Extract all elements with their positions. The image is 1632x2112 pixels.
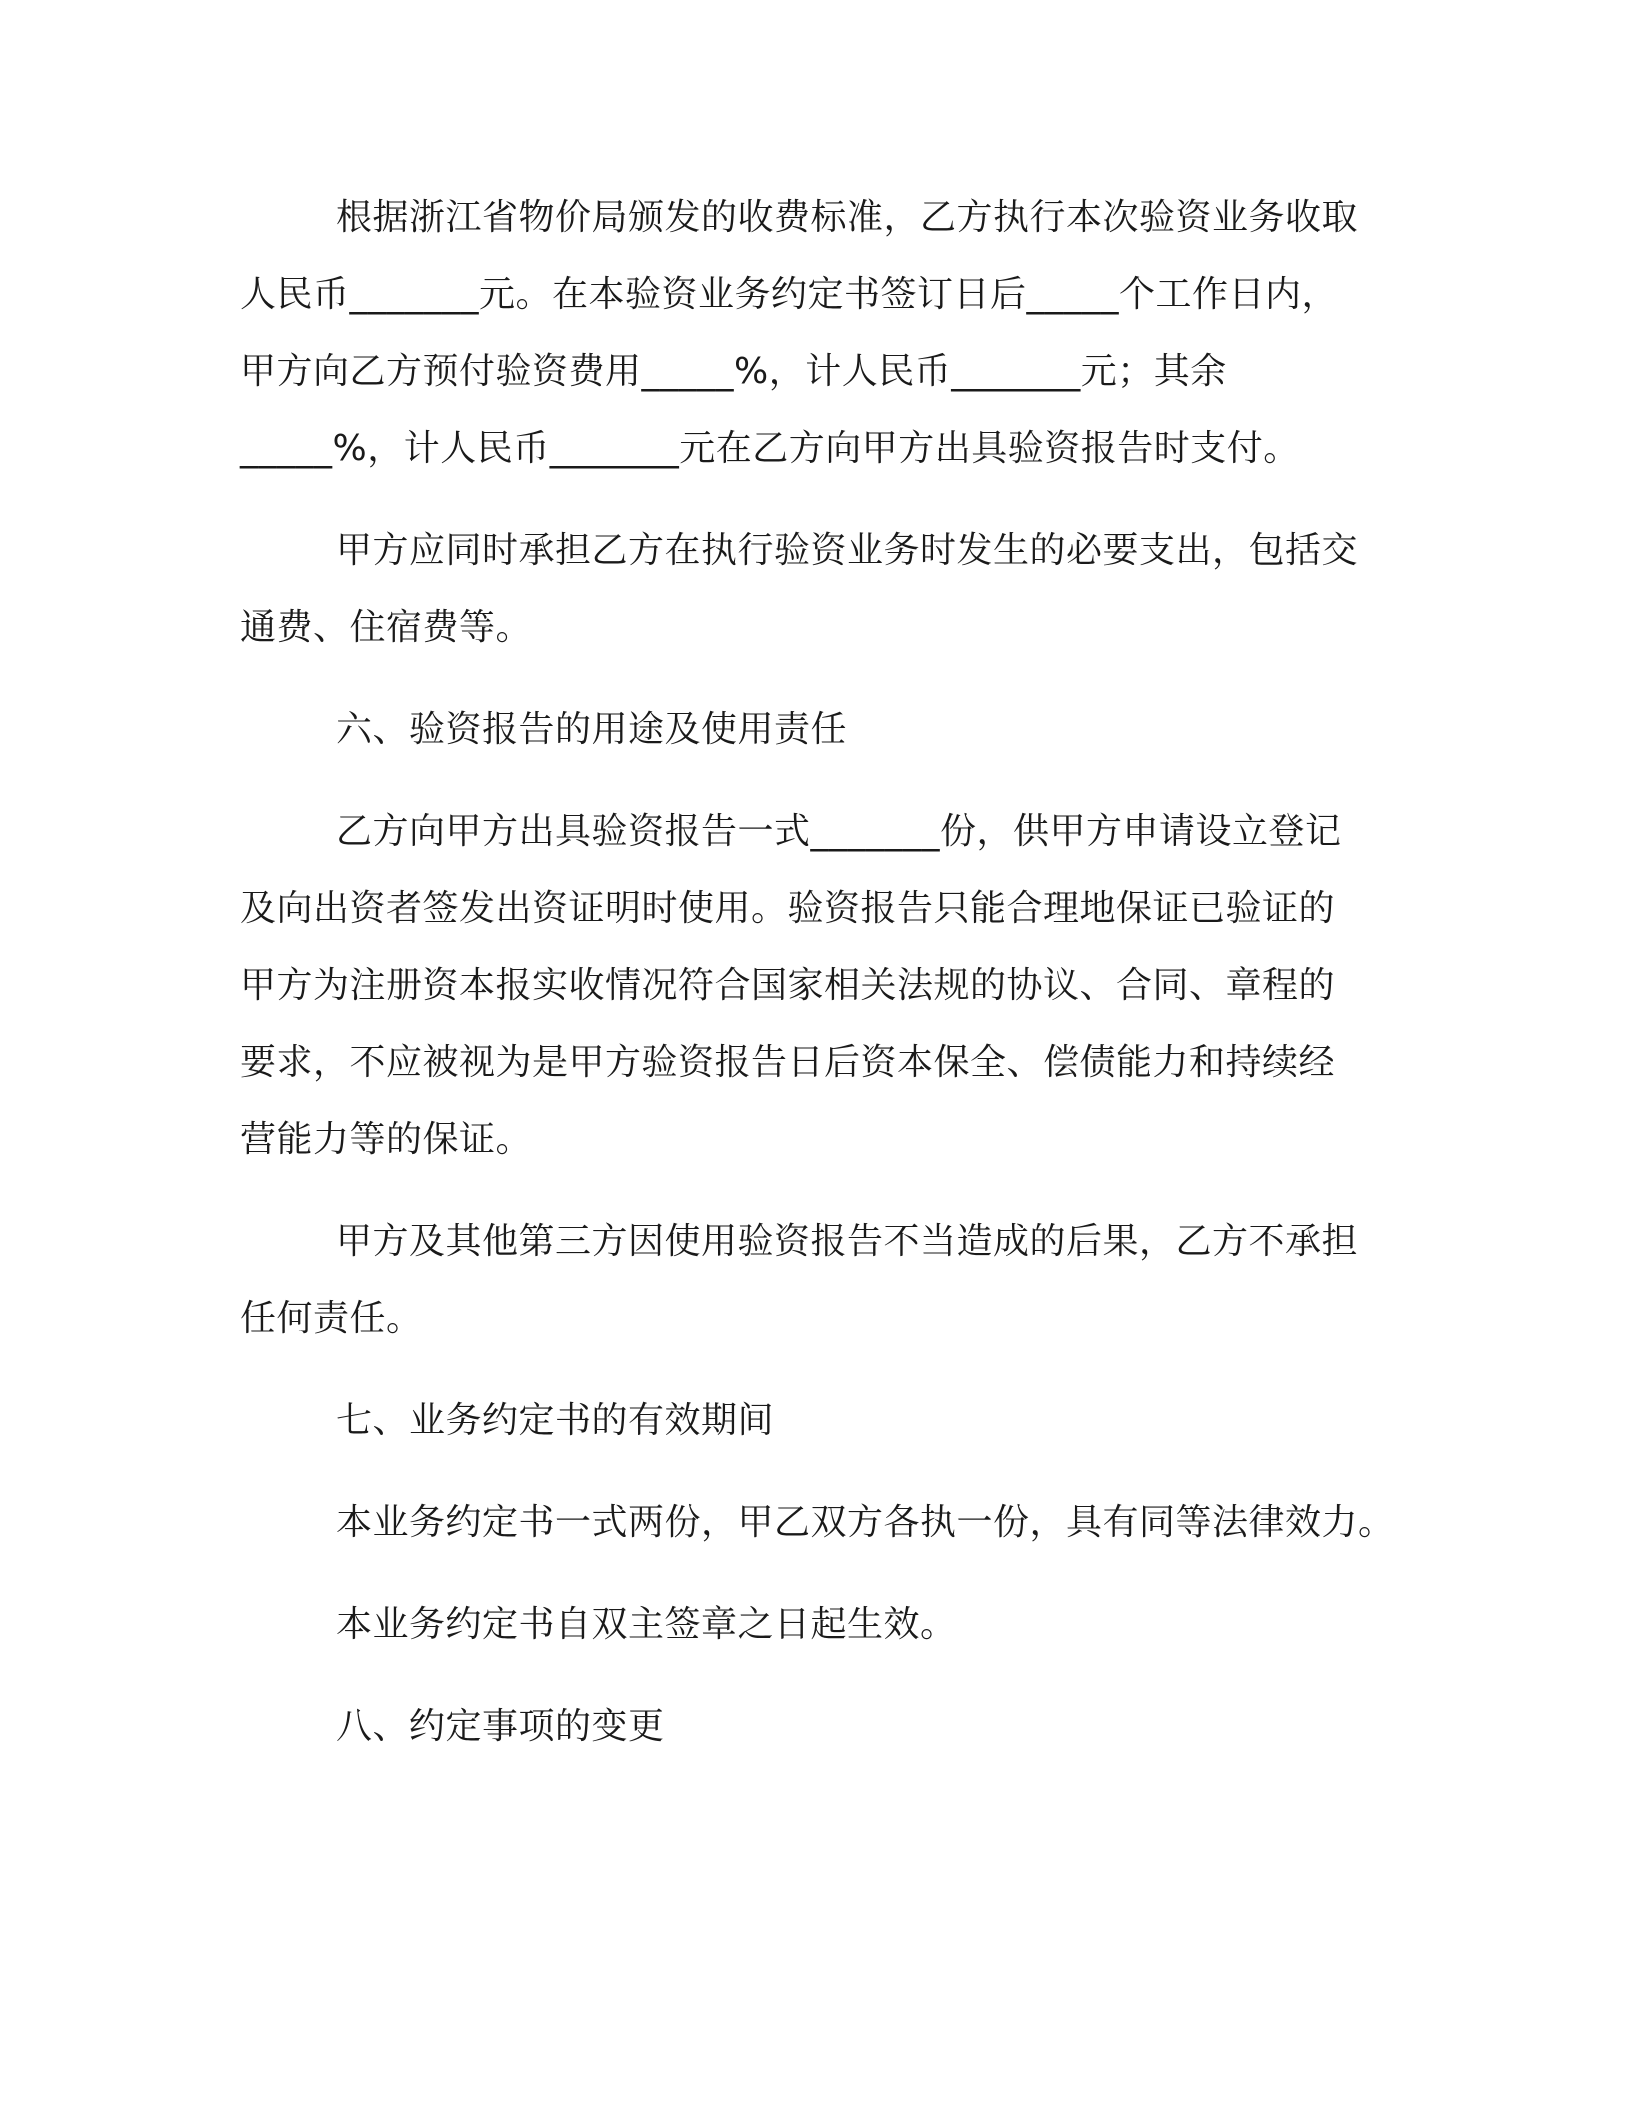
section-7-heading: 七、业务约定书的有效期间 — [336, 1400, 775, 1441]
liability-paragraph-line-1: 甲方及其他第三方因使用验资报告不当造成的后果，乙方不承担 — [336, 1221, 1359, 1262]
section-8-heading: 八、约定事项的变更 — [336, 1706, 665, 1747]
fee-paragraph-line-1: 根据浙江省物价局颁发的收费标准，乙方执行本次验资业务收取 — [336, 197, 1359, 238]
fee-paragraph-line-4: _____%，计人民币_______元在乙方向甲方出具验资报告时支付。 — [240, 428, 1300, 469]
section-6-heading: 六、验资报告的用途及使用责任 — [336, 709, 848, 750]
validity-paragraph-2: 本业务约定书自双主签章之日起生效。 — [336, 1604, 957, 1645]
validity-paragraph-1: 本业务约定书一式两份，甲乙双方各执一份，具有同等法律效力。 — [336, 1502, 1395, 1543]
report-use-line-5: 营能力等的保证。 — [240, 1119, 533, 1160]
expense-paragraph-line-2: 通费、住宿费等。 — [240, 607, 533, 648]
liability-paragraph-line-2: 任何责任。 — [240, 1298, 423, 1339]
expense-paragraph-line-1: 甲方应同时承担乙方在执行验资业务时发生的必要支出，包括交 — [336, 530, 1359, 571]
report-use-line-2: 及向出资者签发出资证明时使用。验资报告只能合理地保证已验证的 — [240, 888, 1336, 929]
fee-paragraph-line-3: 甲方向乙方预付验资费用_____%，计人民币_______元；其余 — [240, 351, 1227, 392]
report-use-line-4: 要求，不应被视为是甲方验资报告日后资本保全、偿债能力和持续经 — [240, 1042, 1336, 1083]
report-use-line-1: 乙方向甲方出具验资报告一式_______份，供甲方申请设立登记 — [336, 811, 1342, 852]
fee-paragraph-line-2: 人民币_______元。在本验资业务约定书签订日后_____个工作日内， — [240, 274, 1339, 315]
report-use-line-3: 甲方为注册资本报实收情况符合国家相关法规的协议、合同、章程的 — [240, 965, 1336, 1006]
